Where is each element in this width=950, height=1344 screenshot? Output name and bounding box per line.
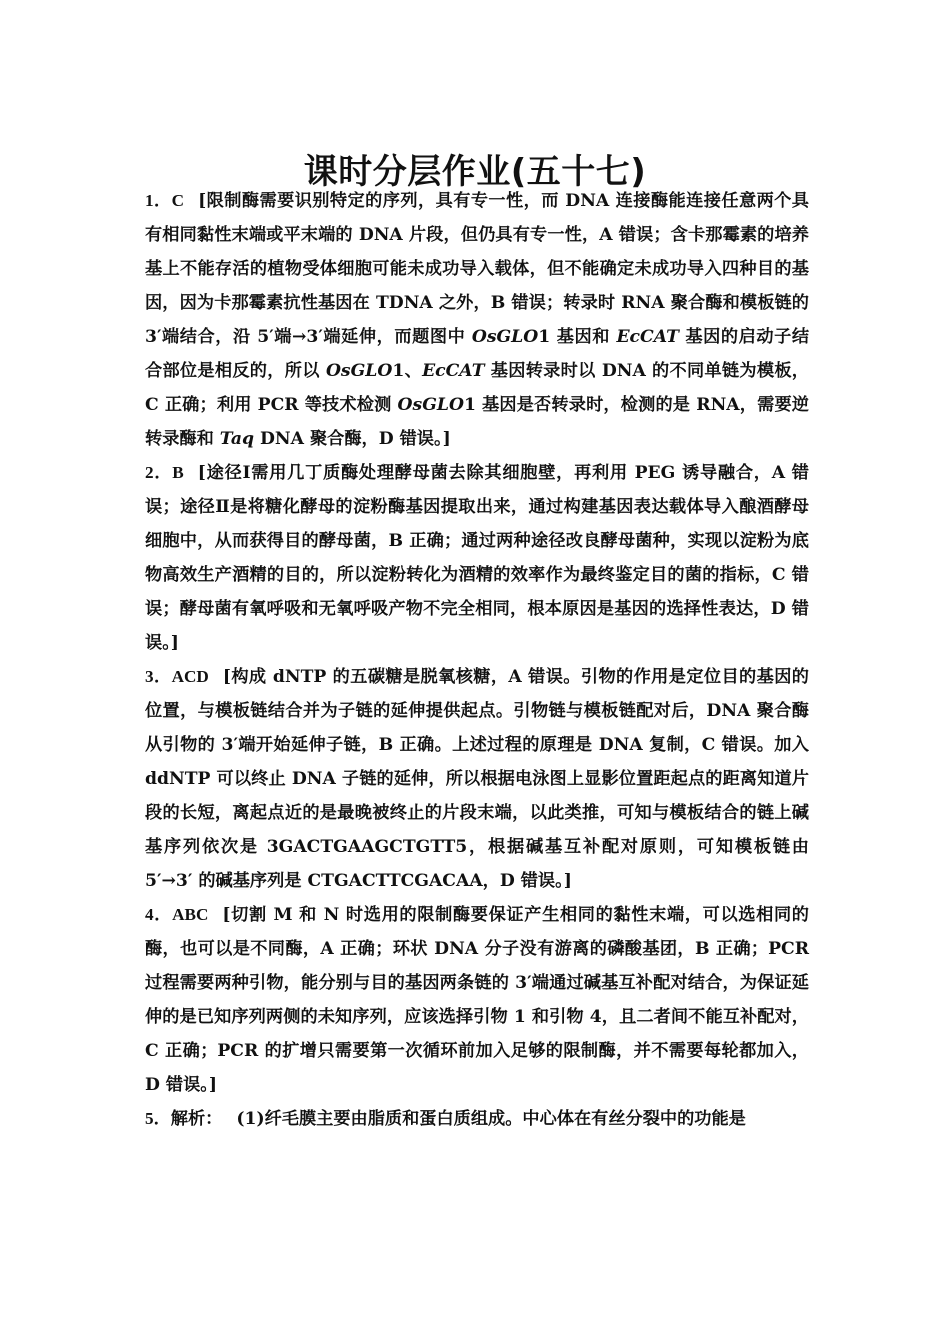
explanation-text: [限制酶需要识别特定的序列，具有专一性，而 DNA 连接酶能连接任意两个具有相同黏性末端或平末端的 DNA 片段，但仍具有专一性，A 错误；含卡那霉素的培养基上不能存活的植物受体细胞可能未成功导入载体，但不能确定未成功导入四种目的基因，因为卡那霉素抗性基因在 TDNA 之外，B 错误；转录时 RNA 聚合酶和模板链的 3′端结合，沿 5′端→3′端延伸，而题图中 xyxy=(145,191,809,347)
answer-key: ACD xyxy=(171,667,209,686)
answer-key: C xyxy=(171,191,185,210)
gene-name: OsGLO xyxy=(471,327,539,347)
answer-item xyxy=(145,1102,809,1136)
answer-key: B xyxy=(172,463,184,482)
explanation-text: [切割 M 和 N 时选用的限制酶要保证产生相同的黏性末端，可以选相同的酶，也可以是不同酶，A 正确；环状 DNA 分子没有游离的磷酸基团，B 正确；PCR 过程需要两种引物，能分别与目的基因两条链的 3′端通过碱基互补配对结合，为保证延伸的是已知序列两侧的未知序列，应该选择引物 1 和引物 4，且二者间不能互补配对，C 正确；PCR 的扩增只需要第一次循环前加入足够的限制酶，并不需要每轮都加入，D 错误。] xyxy=(145,905,809,1095)
explanation-text: (1)纤毛膜主要由脂质和蛋白质组成。中心体在有丝分裂中的功能是 xyxy=(236,1109,746,1129)
answer-item xyxy=(145,184,809,456)
question-number: 4． xyxy=(145,905,173,924)
gene-name: Taq xyxy=(219,429,255,449)
explanation-text: 基因的启动子结合部位是相反的，所以 xyxy=(145,327,810,381)
question-number: 5． xyxy=(145,1109,171,1128)
answer-key: ABC xyxy=(172,905,209,924)
question-number: 2． xyxy=(145,463,173,482)
gene-name: EcCAT xyxy=(422,361,485,381)
question-number: 1． xyxy=(145,191,172,210)
explanation-text: [构成 dNTP 的五碳糖是脱氧核糖，A 错误。引物的作用是定位目的基因的位置，与模板链结合并为子链的延伸提供起点。引物链与模板链配对后，DNA 聚合酶从引物的 3′端开始延伸子链，B 正确。上述过程的原理是 DNA 复制，C 错误。加入 ddNTP 可以终止 DNA 子链的延伸，所以根据电泳图上显影位置距起点的距离知道片段的长短，离起点近的是最晚被终止的片段末端，以此类推，可知与模板结合的链上碱基序列依次是 3GACTGAAGCTGTT5，根据碱基互补配对原则，可知模板链由 5′→3′ 的碱基序列是 CTGACTTCGACAA，D 错误。] xyxy=(145,667,809,891)
explanation-text: DNA 聚合酶，D 错误。] xyxy=(254,429,451,449)
page-title: 课时分层作业(五十七) xyxy=(303,151,647,192)
explanation-text: [途径Ⅰ需用几丁质酶处理酵母菌去除其细胞壁，再利用 PEG 诱导融合，A 错误；途径Ⅱ是将糖化酵母的淀粉酶基因提取出来，通过构建基因表达载体导入酿酒酵母细胞中，从而获得目的酵母菌，B 正确；通过两种途径改良酵母菌种，实现以淀粉为底物高效生产酒精的目的，所以淀粉转化为酒精的效率作为最终鉴定目的菌的指标，C 错误；酵母菌有氧呼吸和无氧呼吸产物不完全相同，根本原因是基因的选择性表达，D 错误。] xyxy=(145,463,809,653)
gene-name: OsGLO xyxy=(325,361,393,381)
explanation-text: 1 基因和 xyxy=(538,327,617,347)
gene-name: OsGLO xyxy=(397,395,464,415)
answer-item xyxy=(145,456,809,660)
question-number: 3． xyxy=(145,667,172,686)
answer-item xyxy=(145,660,809,898)
answer-item xyxy=(145,898,809,1102)
answer-list xyxy=(145,184,809,1136)
explanation-text: 基因转录时以 DNA 的不同单链为模板，C 正确；利用 PCR 等技术检测 xyxy=(145,361,809,415)
gene-name: EcCAT xyxy=(616,327,679,347)
explanation-text: 1 基因是否转录时，检测的是 RNA，需要逆转录酶和 xyxy=(145,395,809,449)
answer-key: 解析： xyxy=(170,1109,223,1128)
explanation-text: 1、 xyxy=(392,361,423,381)
